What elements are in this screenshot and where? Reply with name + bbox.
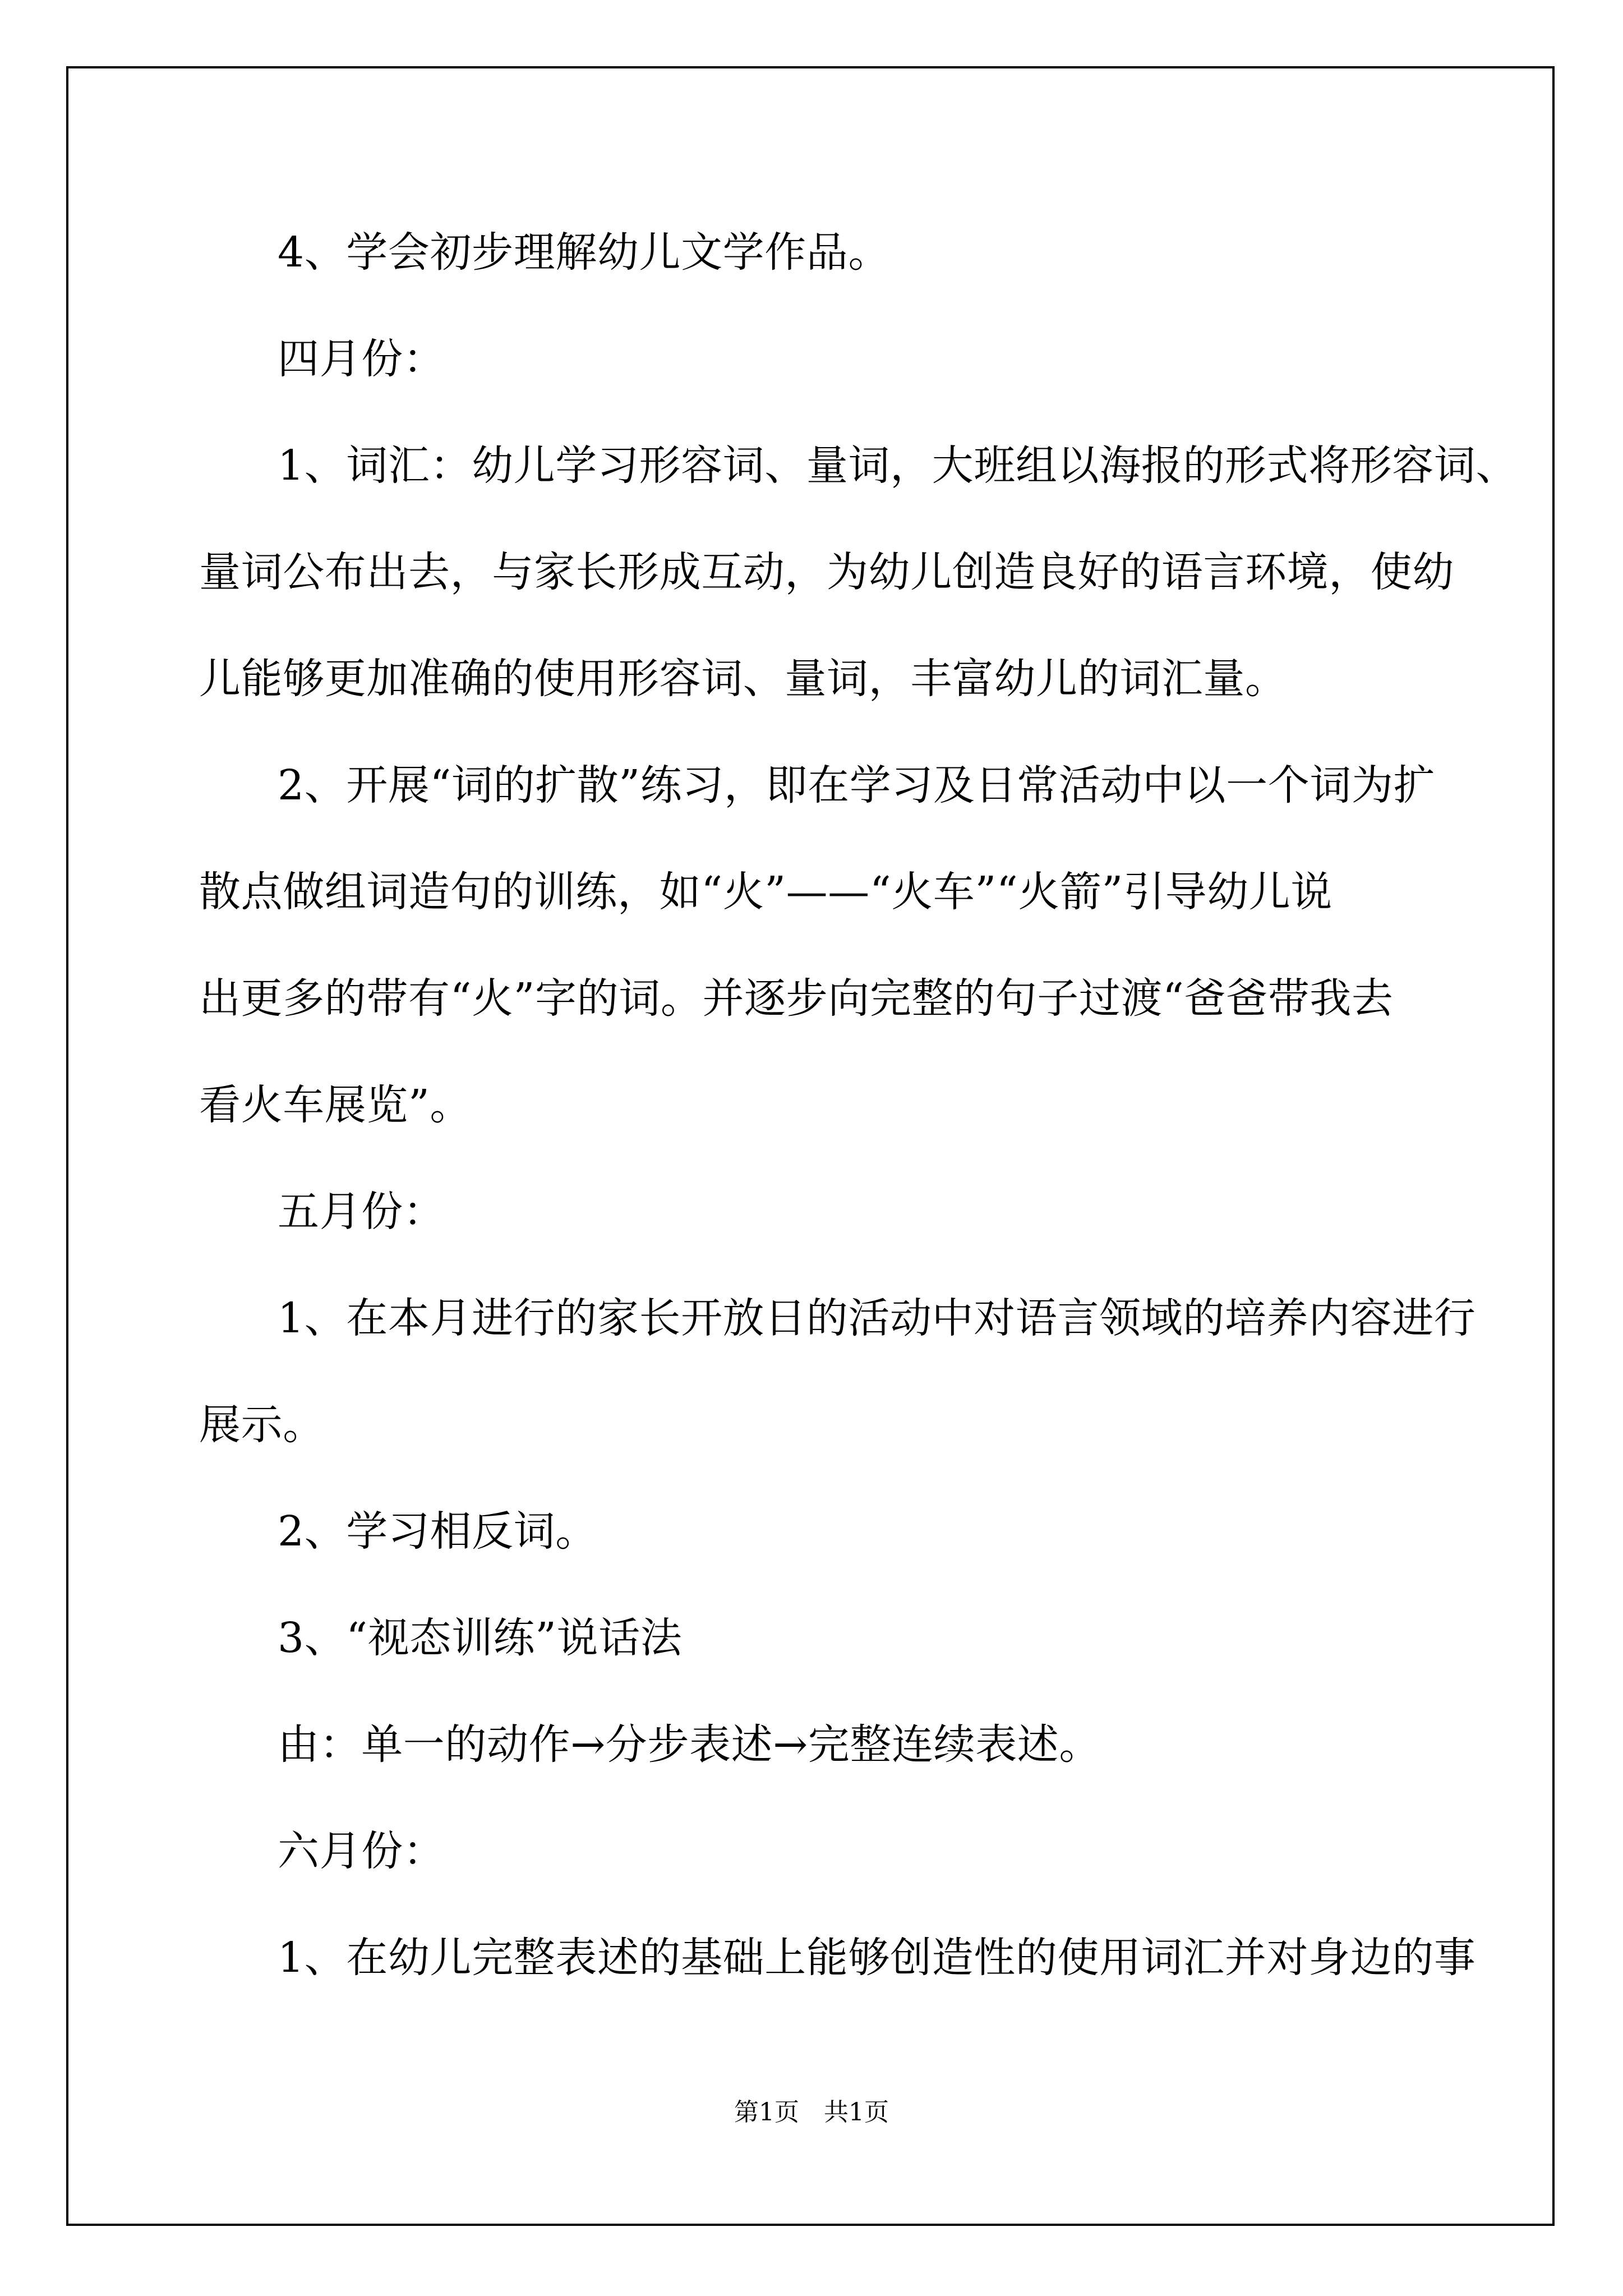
paragraph-line: 看火车展览”。 xyxy=(199,1081,472,1129)
paragraph-line: 4、学会初步理解幼儿文学作品。 xyxy=(278,228,891,277)
paragraph-line: 1、在幼儿完整表述的基础上能够创造性的使用词汇并对身边的事 xyxy=(278,1934,1476,1982)
paragraph-line: 量词公布出去，与家长形成互动，为幼儿创造良好的语言环境，使幼 xyxy=(199,548,1454,596)
paragraph-line: 3、“视态训练”说话法 xyxy=(278,1614,683,1662)
paragraph-line: 由：单一的动作→分步表述→完整连续表述。 xyxy=(278,1720,1101,1769)
section-heading-april: 四月份： xyxy=(278,335,445,383)
paragraph-line: 散点做组词造句的训练，如“火”——“火车”“火箭”引导幼儿说 xyxy=(199,868,1332,916)
page-number-footer: 第1页 共1页 xyxy=(734,2098,889,2127)
paragraph-line: 2、学习相反词。 xyxy=(278,1507,597,1556)
section-heading-may: 五月份： xyxy=(278,1188,445,1236)
paragraph-line: 出更多的带有“火”字的词。并逐步向完整的句子过渡“爸爸带我去 xyxy=(199,974,1394,1023)
paragraph-line: 1、在本月进行的家长开放日的活动中对语言领域的培养内容进行 xyxy=(278,1294,1476,1342)
paragraph-line: 展示。 xyxy=(199,1401,325,1449)
paragraph-line: 2、开展“词的扩散”练习，即在学习及日常活动中以一个词为扩 xyxy=(278,761,1436,809)
paragraph-line: 儿能够更加准确的使用形容词、量词，丰富幼儿的词汇量。 xyxy=(199,655,1287,703)
page-border xyxy=(66,66,1555,2226)
section-heading-june: 六月份： xyxy=(278,1827,445,1875)
paragraph-line: 1、词汇：幼儿学习形容词、量词，大班组以海报的形式将形容词、 xyxy=(278,441,1518,490)
